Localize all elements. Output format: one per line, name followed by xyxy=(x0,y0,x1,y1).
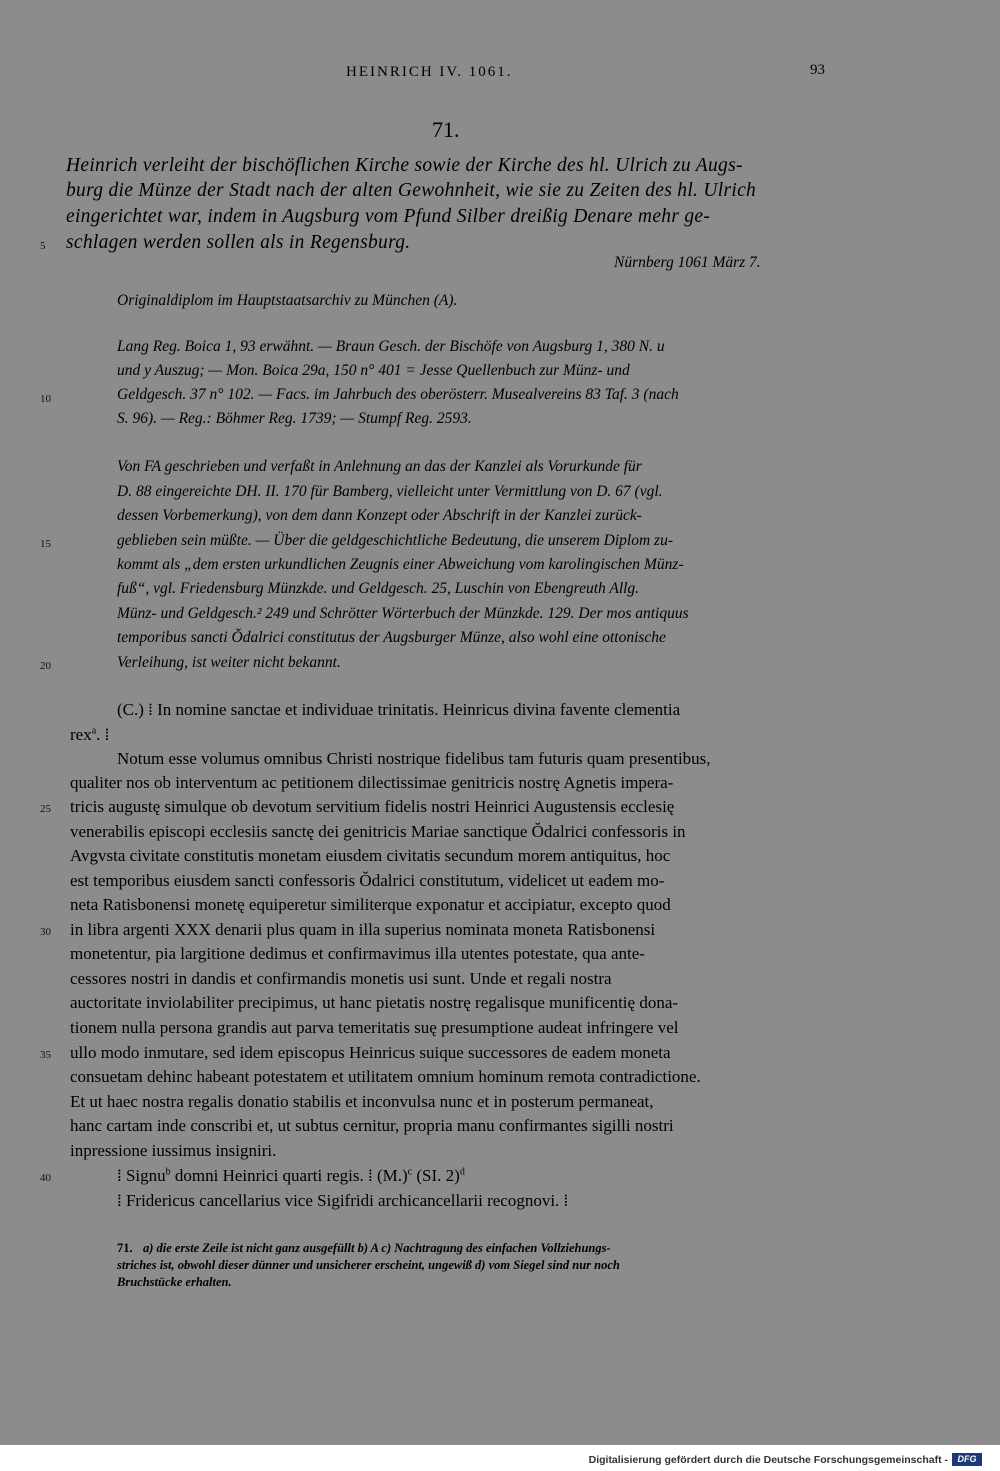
charter-text-line: venerabilis episcopi ecclesiis sanctę dei genitricis Mariae sanctique Ŏdalrici confessoris in xyxy=(70,822,686,841)
line-number: 15 xyxy=(40,538,51,550)
commentary-line: temporibus sancti Ŏdalrici constitutus der Augsburger Münze, also wohl eine ottonische xyxy=(117,629,666,646)
document-number: 71. xyxy=(432,117,460,142)
charter-text-line: auctoritate inviolabiliter precipimus, ut hanc pietatis nostrę regalisque munificentię dona- xyxy=(70,993,679,1012)
invocation-line: rex$^a$. ⁞ xyxy=(70,725,110,744)
footnote-line: striches ist, obwohl dieser dünner und unsicherer erscheint, ungewiß d) vom Siegel sind nur noch xyxy=(117,1258,620,1272)
original-note: Originaldiplom im Hauptstaatsarchiv zu München (A). xyxy=(117,292,458,309)
line-number: 35 xyxy=(40,1049,51,1061)
line-number: 10 xyxy=(40,393,51,405)
running-title: HEINRICH IV. 1061. xyxy=(346,64,513,80)
charter-text-line: Avgvsta civitate constitutis monetam eiusdem civitatis secundum morem antiquitus, hoc xyxy=(70,846,671,865)
charter-text-line: hanc cartam inde conscribi et, ut subtus cernitur, propria manu confirmantes sigilli nostri xyxy=(70,1116,674,1135)
title-line: eingerichtet war, indem in Augsburg vom Pfund Silber dreißig Denare mehr ge- xyxy=(66,206,711,227)
signum-line: ⁞ Signu$^b$ domni Heinrici quarti regis. ⁞ $(M.)^c$ (SI. 2)$^d$ xyxy=(117,1166,465,1185)
footnote-number: 71. xyxy=(117,1241,133,1255)
commentary-line: Von FA geschrieben und verfaßt in Anlehnung an das der Kanzlei als Vorurkunde für xyxy=(117,458,642,475)
charter-text-line: cessores nostri in dandis et confirmandis monetis usi sunt. Unde et regali nostra xyxy=(70,969,612,988)
line-number: 25 xyxy=(40,803,51,815)
charter-text-line: Notum esse volumus omnibus Christi nostrique fidelibus tam futuris quam presentibus, xyxy=(117,749,711,768)
literature-line: Geldgesch. 37 n° 102. — Facs. im Jahrbuch des oberösterr. Musealvereins 83 Taf. 3 (nach xyxy=(117,386,679,403)
commentary-line: D. 88 eingereichte DH. II. 170 für Bamberg, vielleicht unter Vermittlung von D. 67 (vgl. xyxy=(117,483,663,500)
charter-text-line: inpressione iussimus insigniri. xyxy=(70,1141,277,1160)
charter-text-line: neta Ratisbonensi monetę equiperetur similiterque exponatur et accipiatur, excepto quod xyxy=(70,895,671,914)
footnote-line: a) die erste Zeile ist nicht ganz ausgefüllt b) A c) Nachtragung des einfachen Vollziehungs- xyxy=(143,1241,611,1255)
title-line: Heinrich verleiht der bischöflichen Kirche sowie der Kirche des hl. Ulrich zu Augs- xyxy=(66,155,743,176)
commentary-line: Münz- und Geldgesch.² 249 und Schrötter Wörterbuch der Münzkde. 129. Der mos antiquus xyxy=(117,605,689,622)
invocation-line: (C.) ⁞ In nomine sanctae et individuae trinitatis. Heinricus divina favente clementia xyxy=(117,700,681,719)
funding-credit: Digitalisierung gefördert durch die Deutsche Forschungsgemeinschaft - xyxy=(588,1454,948,1466)
charter-text-line: in libra argenti XXX denarii plus quam in illa superius nominata moneta Ratisbonensi xyxy=(70,920,656,939)
charter-text-line: tricis augustę simulque ob devotum servitium fidelis nostri Heinrici Augustensis ecclesię xyxy=(70,797,675,816)
title-line: burg die Münze der Stadt nach der alten Gewohnheit, wie sie zu Zeiten des hl. Ulrich xyxy=(66,180,757,201)
line-number: 20 xyxy=(40,660,51,672)
page-number: 93 xyxy=(810,62,825,78)
charter-text-line: ullo modo inmutare, sed idem episcopus Heinricus suique successores de eadem moneta xyxy=(70,1043,671,1062)
commentary-line: Verleihung, ist weiter nicht bekannt. xyxy=(117,654,341,671)
commentary-line: kommt als „dem ersten urkundlichen Zeugnis einer Abweichung vom karolingischen Münz- xyxy=(117,556,684,573)
footer-bar xyxy=(0,1448,1000,1471)
literature-line: Lang Reg. Boica 1, 93 erwähnt. — Braun Gesch. der Bischöfe von Augsburg 1, 380 N. u xyxy=(117,338,665,355)
charter-text-line: qualiter nos ob interventum ac petitionem dilectissimae genitricis nostrę Agnetis impera- xyxy=(70,773,674,792)
charter-text-line: est temporibus eiusdem sancti confessoris Ŏdalrici constitutum, videlicet ut eadem mo- xyxy=(70,871,665,890)
charter-text-line: monetentur, pia largitione dedimus et confirmavimus illa utentes potestate, qua ante- xyxy=(70,944,645,963)
literature-line: S. 96). — Reg.: Böhmer Reg. 1739; — Stumpf Reg. 2593. xyxy=(117,410,472,427)
commentary-line: geblieben sein müßte. — Über die geldgeschichtliche Bedeutung, die unserem Diplom zu- xyxy=(117,532,673,549)
charter-text-line: tionem nulla persona grandis aut parva temeritatis suę presumptione audeat infringere vel xyxy=(70,1018,679,1037)
line-number: 40 xyxy=(40,1172,51,1184)
footnote-line: Bruchstücke erhalten. xyxy=(117,1275,232,1289)
dfg-logo-icon[interactable]: DFG xyxy=(952,1453,982,1466)
commentary-line: dessen Vorbemerkung), von dem dann Konzept oder Abschrift in der Kanzlei zurück- xyxy=(117,507,642,524)
title-line: schlagen werden sollen als in Regensburg. xyxy=(66,232,411,253)
commentary-line: fuß“, vgl. Friedensburg Münzkde. und Geldgesch. 25, Luschin von Ebengreuth Allg. xyxy=(117,580,640,597)
literature-line: und y Auszug; — Mon. Boica 29a, 150 n° 401 = Jesse Quellenbuch zur Münz- und xyxy=(117,362,630,379)
date-place: Nürnberg 1061 März 7. xyxy=(614,254,761,271)
line-number: 5 xyxy=(40,240,46,252)
recognition-line: ⁞ Fridericus cancellarius vice Sigifridi archicancellarii recognovi. ⁞ xyxy=(117,1191,569,1210)
line-number: 30 xyxy=(40,926,51,938)
charter-text-line: consuetam dehinc habeant potestatem et utilitatem omnium hominum remota contradictione. xyxy=(70,1067,701,1086)
charter-text-line: Et ut haec nostra regalis donatio stabilis et inconvulsa nunc et in posterum permaneat, xyxy=(70,1092,654,1111)
